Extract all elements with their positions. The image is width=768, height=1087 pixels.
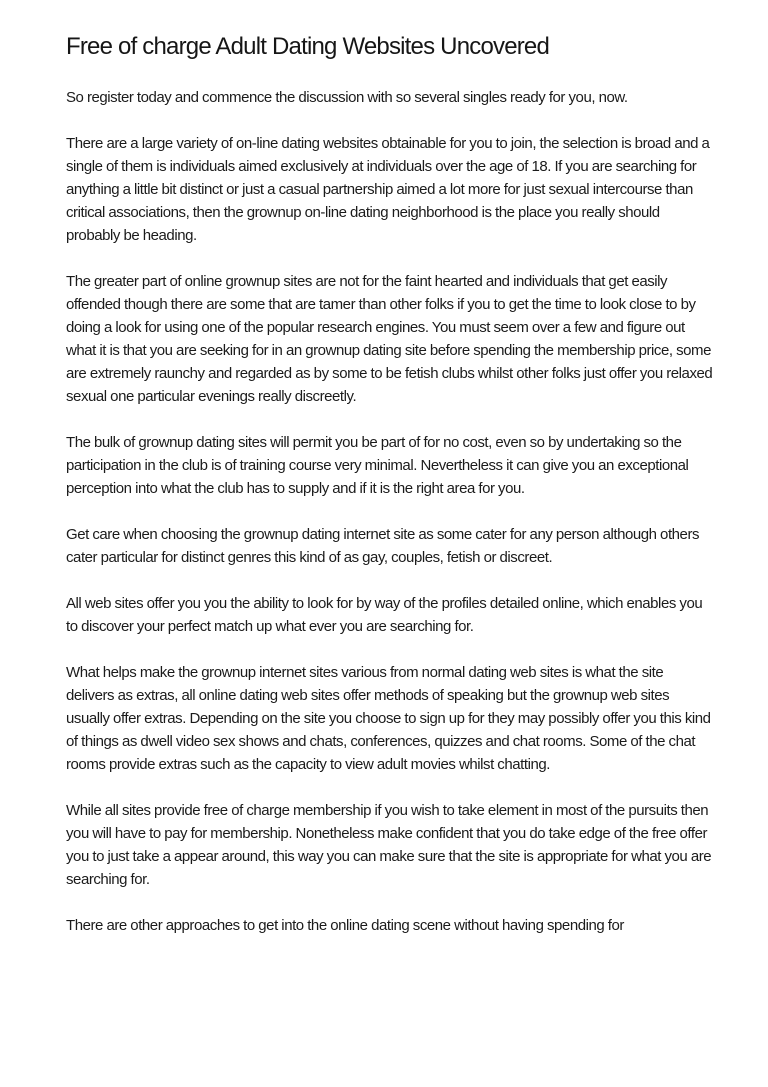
paragraph-search-profiles: All web sites offer you you the ability to look for by way of the profiles detailed online, which enables you to discover your perfect match up what ever you are searching for. [66, 595, 703, 635]
page-title: Free of charge Adult Dating Websites Uncovered [66, 33, 550, 60]
paragraph-paid-membership: While all sites provide free of charge membership if you wish to take element in most of the pursuits then you will have to pay for membership. Nonetheless make confident that you do take edge of the free offer you to just take a appear around, this way you can make sure that the site is appropriate for what you are searching for. [66, 802, 712, 888]
paragraph-free-membership: The bulk of grownup dating sites will permit you be part of for no cost, even so by undertaking so the participation in the club is of training course very minimal. Nevertheless it can give you an exceptional perception into what the club has to supply and if it is the right area for you. [66, 434, 689, 497]
paragraph-extras: What helps make the grownup internet sites various from normal dating web sites is what the site delivers as extras, all online dating web sites offer methods of speaking but the grownup web sites usually offer extras. Depending on the site you choose to sign up for they may possibly offer you this kind of things as dwell video sex shows and chats, conferences, quizzes and chat rooms. Some of the chat rooms provide extras such as the capacity to view adult movies whilst chatting. [66, 664, 711, 773]
paragraph-take-care-choosing: Get care when choosing the grownup dating internet site as some cater for any person although others cater particular for distinct genres this kind of as gay, couples, fetish or discreet. [66, 526, 700, 566]
paragraph-register-cta: So register today and commence the discussion with so several singles ready for you, now. [66, 89, 628, 106]
paragraph-faint-hearted: The greater part of online grownup sites are not for the faint hearted and individuals that get easily offended though there are some that are tamer than other folks if you to get the time to look close to by doing a look for using one of the popular research engines. You must seem over a few and figure out what it is that you are seeking for in an grownup dating site before spending the membership price, some are extremely raunchy and regarded as by some to be fetish clubs whilst other folks just offer you relaxed sexual one particular evenings really discreetly. [66, 273, 713, 405]
paragraph-variety-of-sites: There are a large variety of on-line dating websites obtainable for you to join, the selection is broad and a single of them is individuals aimed exclusively at individuals over the age of 18. If you are searching for anything a little bit distinct or just a casual partnership aimed a lot more for just sexual intercourse than critical associations, then the grownup on-line dating neighborhood is the place you really should probably be heading. [66, 135, 710, 244]
paragraph-other-approaches: There are other approaches to get into the online dating scene without having spending for [66, 917, 624, 934]
